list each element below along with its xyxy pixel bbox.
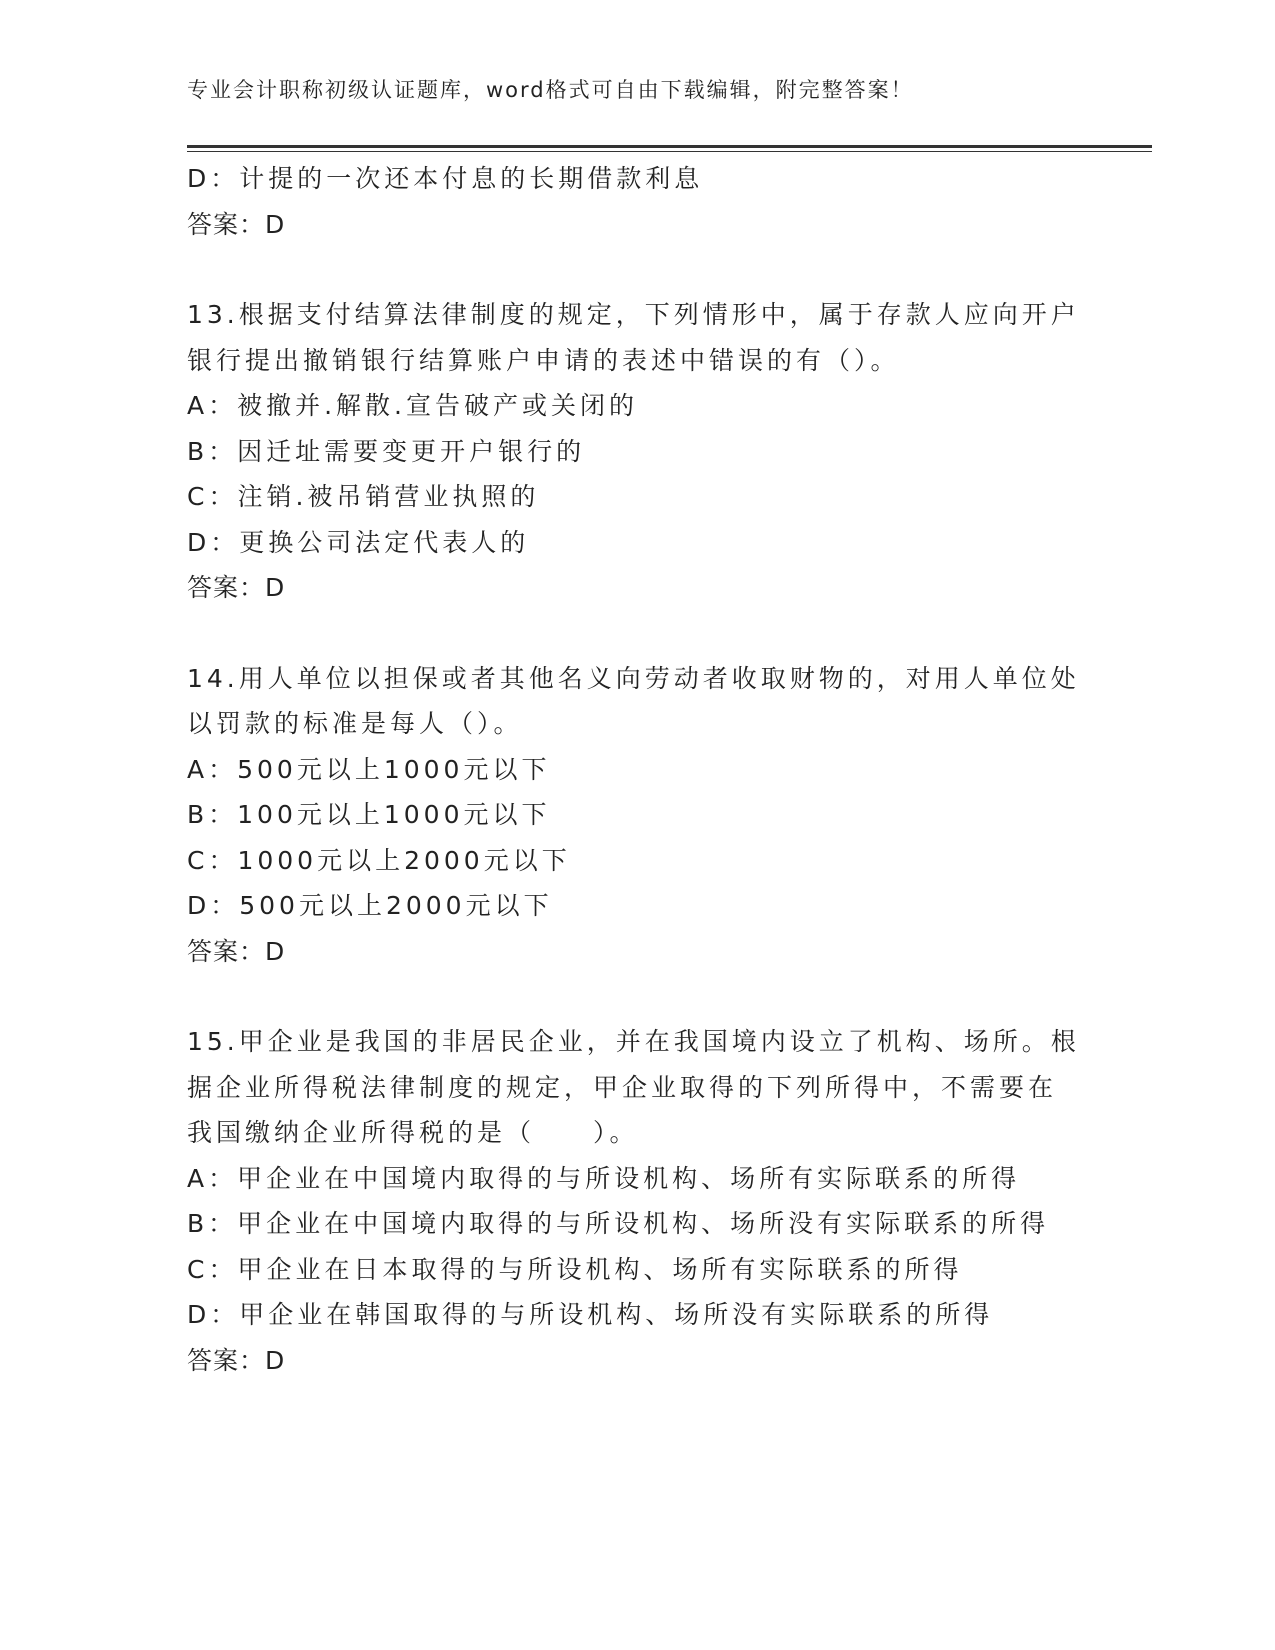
question-stem-line: 14.用人单位以担保或者其他名义向劳动者收取财物的，对用人单位处	[187, 663, 1080, 693]
page-header: 专业会计职称初级认证题库，word格式可自由下载编辑，附完整答案！	[187, 78, 914, 102]
header-rule	[187, 145, 1152, 148]
option-a: A：被撤并.解散.宣告破产或关闭的	[187, 391, 638, 420]
answer: 答案：D	[187, 209, 286, 239]
option-d: D：更换公司法定代表人的	[187, 527, 530, 557]
option-a: A：500元以上1000元以下	[187, 754, 551, 784]
question-15	[187, 1019, 1087, 1383]
question-13	[187, 292, 1087, 611]
document-body	[187, 156, 1087, 1383]
question-stem-line: 银行提出撤销银行结算账户申请的表述中错误的有（）。	[187, 345, 900, 375]
option-d: D：计提的一次还本付息的长期借款利息	[187, 164, 704, 193]
option-c: C：注销.被吊销营业执照的	[187, 482, 540, 511]
option-b: B：因迁址需要变更开户银行的	[187, 436, 586, 466]
option-b: B：100元以上1000元以下	[187, 800, 551, 829]
question-stem-line: 以罚款的标准是每人（）。	[187, 709, 523, 738]
option-c: C：甲企业在日本取得的与所设机构、场所有实际联系的所得	[187, 1254, 963, 1284]
answer: 答案：D	[187, 1345, 286, 1375]
option-d: D：500元以上2000元以下	[187, 891, 553, 920]
header-rule-thin	[187, 151, 1152, 152]
option-d: D：甲企业在韩国取得的与所设机构、场所没有实际联系的所得	[187, 1300, 994, 1329]
question-14	[187, 656, 1087, 975]
option-a: A：甲企业在中国境内取得的与所设机构、场所有实际联系的所得	[187, 1163, 1021, 1193]
question-stem-line: 15.甲企业是我国的非居民企业，并在我国境内设立了机构、场所。根	[187, 1027, 1080, 1056]
answer: 答案：D	[187, 573, 286, 602]
question-stem-line: 我国缴纳企业所得税的是（ ）。	[187, 1118, 639, 1147]
question-stem-line: 据企业所得税法律制度的规定，甲企业取得的下列所得中，不需要在	[187, 1072, 1058, 1102]
question-stem-line: 13.根据支付结算法律制度的规定，下列情形中，属于存款人应向开户	[187, 300, 1080, 329]
option-c: C：1000元以上2000元以下	[187, 845, 571, 875]
option-b: B：甲企业在中国境内取得的与所设机构、场所没有实际联系的所得	[187, 1209, 1050, 1238]
answer: 答案：D	[187, 936, 286, 966]
